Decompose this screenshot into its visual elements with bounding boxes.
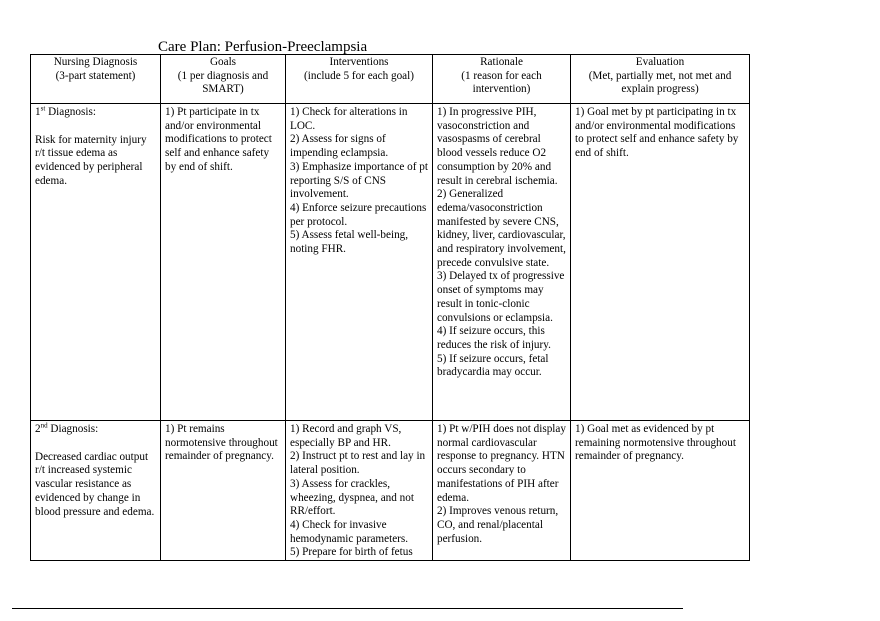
- evaluation-cell: [571, 104, 750, 421]
- rationale-text: 1) Pt w/PIH does not display normal cardiovascular response to pregnancy. HTN occurs secondary to manifestations of PIH after edema. 2) Improves venous return, CO, and renal/placental perfusion.: [437, 423, 566, 545]
- footer-rule: [12, 608, 683, 609]
- diagnosis-heading: 1st Diagnosis:: [35, 104, 96, 118]
- goals-cell: [161, 421, 286, 561]
- evaluation-text: 1) Goal met by pt participating in tx and/or environmental modifications to protect self and enhance safety by end of shift.: [575, 106, 739, 160]
- goals-text: 1) Pt remains normotensive throughout remainder of pregnancy.: [165, 423, 278, 463]
- header-nursing-diagnosis: [31, 55, 161, 104]
- header-row: [31, 55, 750, 104]
- interventions-cell: [286, 421, 433, 561]
- rationale-cell: [433, 421, 571, 561]
- header-sub: (1 reason for each intervention): [461, 69, 542, 96]
- header-sub: (include 5 for each goal): [304, 69, 414, 82]
- evaluation-cell: [571, 421, 750, 561]
- rationale-text: 1) In progressive PIH, vasoconstriction and vasospasms of cerebral blood vessels reduce O2 consumption by 20% and result in cerebral ischemia. 2) Generalized edema/vasoconstriction manifested by severe CNS, kidney, liver, cardiovascular, and respiratory involvement, precede convulsive state. 3) Delayed tx of progressive onset of symptoms may result in tonic-clonic convulsions or eclampsia. 4) If seizure occurs, this reduces the risk of injury. 5) If seizure occurs, fetal bradycardia may occur.: [437, 106, 566, 379]
- header-main: Rationale: [480, 56, 523, 68]
- interventions-text: 1) Check for alterations in LOC. 2) Assess for signs of impending eclampsia. 3) Emphasize importance of pt reporting S/S of CNS involvement. 4) Enforce seizure precautions per protocol. 5) Assess fetal well-being, noting FHR.: [290, 106, 428, 256]
- goals-text: 1) Pt participate in tx and/or environmental modifications to protect self and enhance safety by end of shift.: [165, 106, 272, 173]
- header-main: Nursing Diagnosis: [53, 56, 138, 68]
- care-plan-table: [30, 54, 750, 561]
- rationale-cell: [433, 104, 571, 421]
- header-sub: (Met, partially met, not met and explain progress): [588, 69, 732, 96]
- header-rationale: [433, 55, 571, 104]
- interventions-text: 1) Record and graph VS, especially BP and HR. 2) Instruct pt to rest and lay in lateral position. 3) Assess for crackles, wheezing, dyspnea, and not RR/effort. 4) Check for invasive hemodynamic parameters. 5) Prepare for birth of fetus: [290, 423, 426, 559]
- header-sub: (1 per diagnosis and SMART): [177, 69, 269, 96]
- diagnosis-text: Decreased cardiac output r/t increased systemic vascular resistance as evidenced by change in blood pressure and edema.: [35, 450, 155, 518]
- diagnosis-text: Risk for maternity injury r/t tissue edema as evidenced by peripheral edema.: [35, 133, 147, 187]
- header-main: Evaluation: [635, 56, 685, 68]
- table-row: [31, 104, 750, 421]
- diagnosis-heading: 2nd Diagnosis:: [35, 421, 99, 435]
- diagnosis-cell: [31, 421, 161, 561]
- page-title: Care Plan: Perfusion-Preeclampsia: [158, 39, 368, 55]
- interventions-cell: [286, 104, 433, 421]
- header-main: Interventions: [329, 56, 389, 68]
- header-goals: [161, 55, 286, 104]
- table-row: [31, 421, 750, 561]
- evaluation-text: 1) Goal met as evidenced by pt remaining normotensive throughout remainder of pregnancy.: [575, 423, 736, 463]
- header-main: Goals: [209, 56, 237, 68]
- header-sub: (3-part statement): [55, 69, 136, 82]
- header-interventions: [286, 55, 433, 104]
- goals-cell: [161, 104, 286, 421]
- diagnosis-cell: [31, 104, 161, 421]
- header-evaluation: [571, 55, 750, 104]
